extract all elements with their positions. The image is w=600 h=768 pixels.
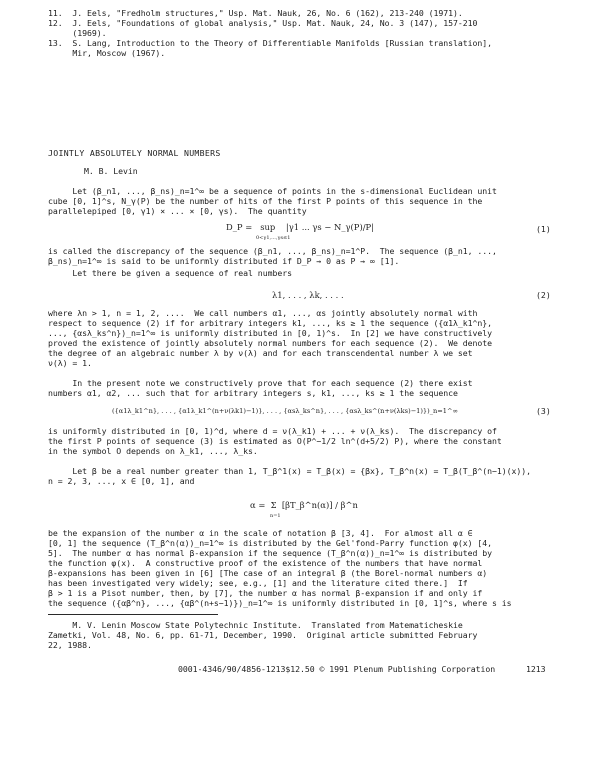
- text-line: parallelepiped [0, γ1) × ... × [0, γs). The quantity: [48, 206, 307, 216]
- text-line: the degree of an algebraic number λ by ν(λ) and for each transcendental number λ we set: [48, 348, 473, 358]
- text-line: is uniformly distributed in [0, 1)^d, where d = ν(λ_k1) + ... + ν(λ_ks). The discrepancy of: [48, 426, 497, 436]
- equation-number-1: (1): [536, 224, 551, 234]
- text-line: In the present note we constructively prove that for each sequence (2) there exist: [48, 378, 473, 388]
- text-line: 5]. The number α has normal β-expansion if the sequence (T_β^n(α))_n=1^∞ is distributed by: [48, 548, 493, 558]
- formula-beta-expansion-sub: n=1: [270, 513, 281, 519]
- text-line: β_ns)_n=1^∞ is said to be uniformly distributed if D_P → 0 as P → ∞ [1].: [48, 256, 400, 266]
- footer-copyright: 0001-4346/90/4856-1213$12.50 © 1991 Plenum Publishing Corporation: [178, 664, 496, 674]
- formula-discrepancy: D_P = sup |γ1 ... γs − N_γ(P)/P|: [226, 222, 374, 232]
- text-line: ν(λ) = 1.: [48, 358, 92, 368]
- text-line: in the symbol O depends on λ_k1, ..., λ_ks.: [48, 446, 258, 456]
- text-line: the first P points of sequence (3) is estimated as O(P^−1/2 ln^(d+5/2) P), where the constant: [48, 436, 502, 446]
- text-line: ..., {αsλ_ks^n})_n=1^∞ is uniformly distributed in [0, 1)^s. In [2] we have constructively: [48, 328, 493, 338]
- text-line: respect to sequence (2) if for arbitrary integers k1, ..., ks ≥ 1 the sequence ({α1λ_k1^n},: [48, 318, 493, 328]
- footnote-line: 22, 1988.: [48, 640, 92, 650]
- reference-11: 11. J. Eels, "Fredholm structures," Usp. Mat. Nauk, 26, No. 6 (162), 213-240 (1971).: [48, 8, 463, 18]
- reference-13: 13. S. Lang, Introduction to the Theory of Differentiable Manifolds [Russian translation],: [48, 38, 493, 48]
- text-line: the sequence ({αβ^n}, ..., {αβ^(n+s−1)})_n=1^∞ is uniformly distributed in [0, 1]^s, where s is: [48, 598, 512, 608]
- page-number: 1213: [526, 664, 546, 674]
- text-line: cube [0, 1]^s, N_γ(P) be the number of hits of the first P points of this sequence in the: [48, 196, 483, 206]
- formula-beta-expansion: α = Σ [βT_β^n(α)] / β^n: [250, 500, 358, 510]
- article-author: M. B. Levin: [84, 166, 138, 176]
- formula-sequence: λ1, . . . , λk, . . . .: [272, 290, 344, 300]
- text-line: Let there be given a sequence of real numbers: [48, 268, 292, 278]
- footnote-line: M. V. Lenin Moscow State Polytechnic Institute. Translated from Matematicheskie: [48, 620, 463, 630]
- text-line: numbers α1, α2, ... such that for arbitrary integers s, k1, ..., ks ≥ 1 the sequence: [48, 388, 458, 398]
- reference-12-cont: (1969).: [48, 28, 107, 38]
- text-line: n = 2, 3, ..., x ∈ [0, 1], and: [48, 476, 195, 486]
- text-line: [0, 1] the sequence (T_β^n(α))_n=1^∞ is distributed by the Gel'fond-Parry function φ(x) [4,: [48, 538, 493, 548]
- reference-13-cont: Mir, Moscow (1967).: [48, 48, 166, 58]
- text-line: β-expansions has been given in [6] [The case of an integral β (the Borel-normal numbers α): [48, 568, 488, 578]
- text-line: where λn > 1, n = 1, 2, .... We call numbers α1, ..., αs jointly absolutely normal with: [48, 308, 478, 318]
- footnote-line: Zametki, Vol. 48, No. 6, pp. 61-71, December, 1990. Original article submitted February: [48, 630, 478, 640]
- text-line: is called the discrepancy of the sequence (β_n1, ..., β_ns)_n=1^P. The sequence (β_n1, ...,: [48, 246, 497, 256]
- footnote-rule: [48, 614, 218, 615]
- text-line: β > 1 is a Pisot number, then, by [7], the number α has normal β-expansion if and only if: [48, 588, 483, 598]
- article-title: JOINTLY ABSOLUTELY NORMAL NUMBERS: [48, 148, 221, 158]
- formula-discrepancy-sub: 0<γ1,...,γs≤1: [256, 235, 291, 241]
- text-line: has been investigated very widely; see, e.g., [1] and the literature cited there.] If: [48, 578, 468, 588]
- equation-number-2: (2): [536, 290, 551, 300]
- formula-joint-sequence: ({α1λ_k1^n}, . . . , {α1λ_k1^(n+ν(λk1)−1)}, . . . , {αsλ_ks^n}, . . . , {αsλ_ks^(n+ν(λks)−1)})_n=1^∞: [112, 407, 458, 415]
- text-line: be the expansion of the number α in the scale of notation β [3, 4]. For almost all α ∈: [48, 528, 473, 538]
- reference-12: 12. J. Eels, "Foundations of global analysis," Usp. Mat. Nauk, 24, No. 3 (147), 157-210: [48, 18, 478, 28]
- text-line: Let β be a real number greater than 1, T_β^1(x) = T_β(x) = {βx}, T_β^n(x) = T_β(T_β^(n−1)(x)),: [48, 466, 532, 476]
- text-line: Let (β_n1, ..., β_ns)_n=1^∞ be a sequence of points in the s-dimensional Euclidean unit: [48, 186, 497, 196]
- text-line: proved the existence of jointly absolutely normal numbers for each sequence (2). We denote: [48, 338, 493, 348]
- equation-number-3: (3): [536, 406, 551, 416]
- text-line: the function φ(x). A constructive proof of the existence of the numbers that have normal: [48, 558, 483, 568]
